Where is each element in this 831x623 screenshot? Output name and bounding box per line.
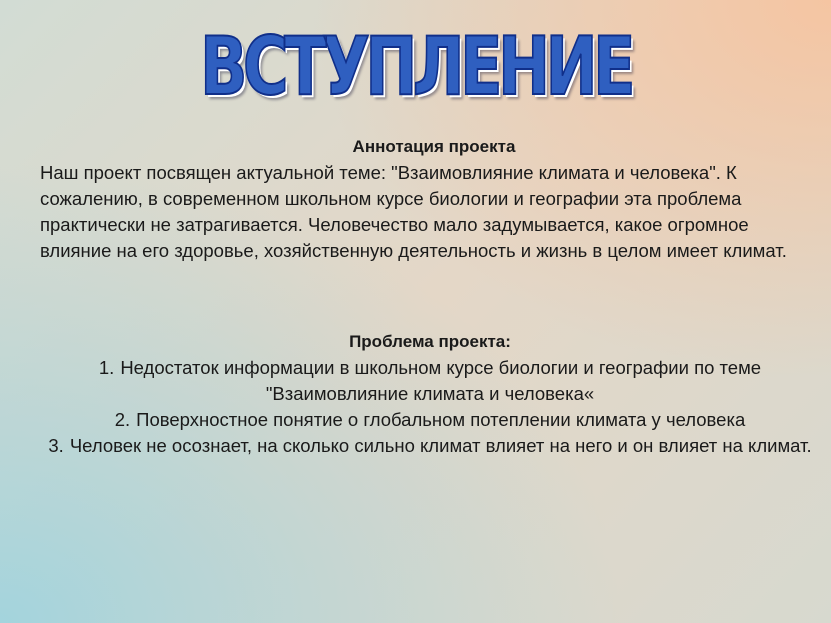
problem-item-number: 2. [114,409,131,430]
annotation-heading: Аннотация проекта [352,137,516,156]
problem-item-text: Человек не осознает, на сколько сильно климат влияет на него и он влияет на климат. [69,435,812,456]
slide-title: ВСТУПЛЕНИЕ [200,20,631,113]
annotation-section [40,134,820,264]
annotation-text: Наш проект посвящен актуальной теме: "Взаимовлияние климата и человека". К сожалению, в современном школьном курсе биологии и географии эта проблема практически не затрагивается. Человечество мало задумывается, какое огромное влияние на его здоровье, хозяйственную деятельность и жизнь в целом имеет климат. [40,162,787,261]
problem-item-3 [40,433,820,459]
problem-item-number: 1. [98,357,115,378]
problem-item-text: Поверхностное понятие о глобальном потеплении климата у человека [136,409,746,430]
problem-item-text: Недостаток информации в школьном курсе биологии и географии по теме "Взаимовлияние климата и человека« [120,357,762,404]
problem-item-number: 3. [48,435,64,456]
problem-list [40,355,820,459]
problem-item-1 [40,355,820,407]
problem-item-2 [40,407,820,433]
problem-section [40,329,820,459]
problem-heading: Проблема проекта: [349,332,511,351]
